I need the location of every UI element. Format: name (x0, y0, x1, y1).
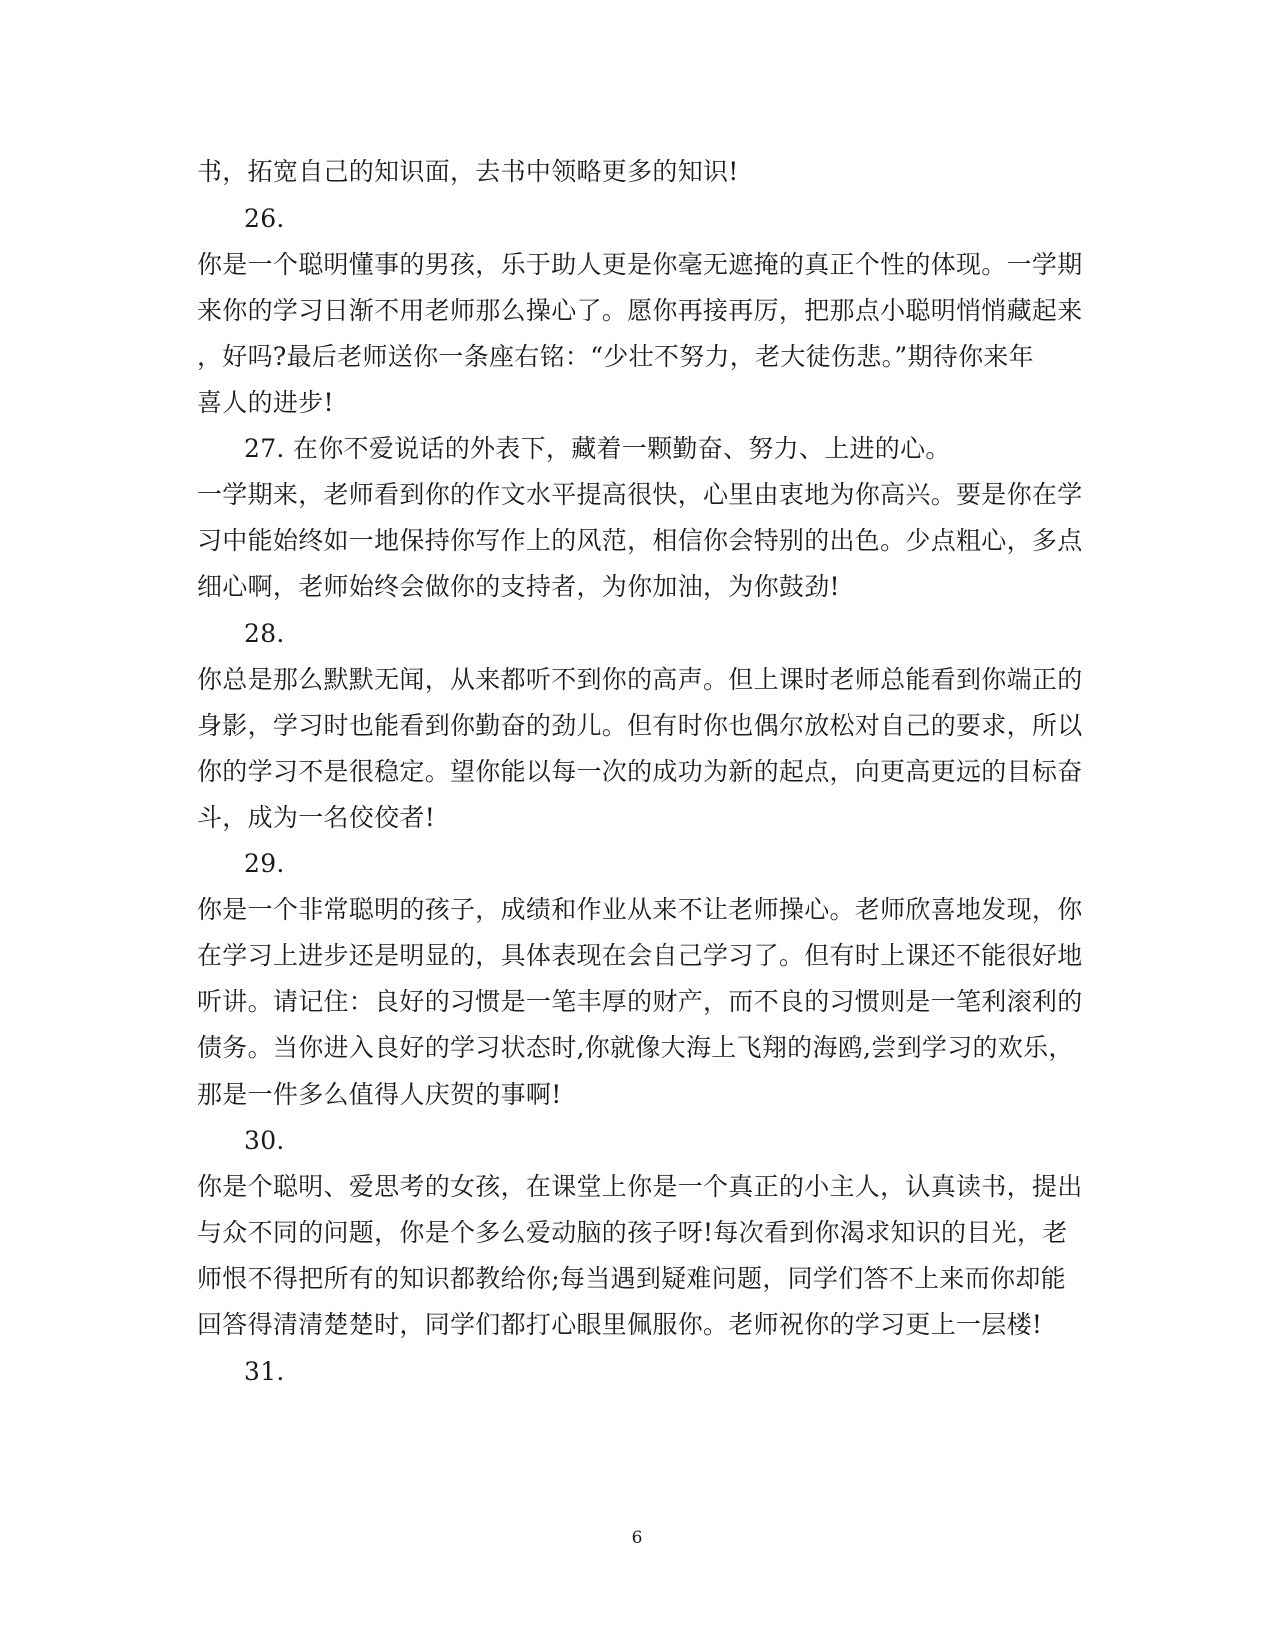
text-line: 喜人的进步! (197, 388, 334, 417)
text-line: 师恨不得把所有的知识都教给你;每当遇到疑难问题，同学们答不上来而你却能 (197, 1264, 1066, 1293)
item-number-26: 26. (244, 204, 285, 233)
text-line: 你是一个非常聪明的孩子，成绩和作业从来不让老师操心。老师欣喜地发现，你 (197, 895, 1083, 924)
text-line: 你的学习不是很稳定。望你能以每一次的成功为新的起点，向更高更远的目标奋 (197, 757, 1083, 786)
text-line: 听讲。请记住：良好的习惯是一笔丰厚的财产，而不良的习惯则是一笔利滚利的 (197, 987, 1083, 1016)
item-number-28: 28. (244, 619, 285, 648)
text-line: 你总是那么默默无闻，从来都听不到你的高声。但上课时老师总能看到你端正的 (197, 665, 1083, 694)
text-line: 你是个聪明、爱思考的女孩，在课堂上你是一个真正的小主人，认真读书，提出 (197, 1172, 1083, 1201)
item-27-heading: 27. 在你不爱说话的外表下，藏着一颗勤奋、努力、上进的心。 (244, 434, 951, 463)
page-number: 6 (631, 1528, 643, 1548)
item-number-29: 29. (244, 849, 285, 878)
text-line: ，好吗?最后老师送你一条座右铭：“少壮不努力，老大徒伤悲。”期待你来年 (197, 342, 1034, 371)
text-line: 那是一件多么值得人庆贺的事啊! (197, 1080, 562, 1109)
text-line: 习中能始终如一地保持你写作上的风范，相信你会特别的出色。少点粗心，多点 (197, 526, 1083, 555)
item-number-31: 31. (244, 1357, 285, 1386)
text-line: 身影，学习时也能看到你勤奋的劲儿。但有时你也偶尔放松对自己的要求，所以 (197, 711, 1083, 740)
text-line: 你是一个聪明懂事的男孩，乐于助人更是你毫无遮掩的真正个性的体现。一学期 (197, 250, 1083, 279)
text-line: 来你的学习日渐不用老师那么操心了。愿你再接再厉，把那点小聪明悄悄藏起来 (197, 296, 1083, 325)
text-line: 与众不同的问题，你是个多么爱动脑的孩子呀!每次看到你渴求知识的目光，老 (197, 1218, 1068, 1247)
text-line: 在学习上进步还是明显的，具体表现在会自己学习了。但有时上课还不能很好地 (197, 941, 1083, 970)
text-line: 细心啊，老师始终会做你的支持者，为你加油，为你鼓劲! (197, 572, 840, 601)
text-line: 书，拓宽自己的知识面，去书中领略更多的知识! (197, 157, 739, 186)
text-line: 债务。当你进入良好的学习状态时,你就像大海上飞翔的海鸥,尝到学习的欢乐， (197, 1033, 1074, 1062)
item-number-30: 30. (244, 1126, 285, 1155)
text-line: 一学期来，老师看到你的作文水平提高很快，心里由衷地为你高兴。要是你在学 (197, 480, 1083, 509)
text-line: 斗，成为一名佼佼者! (197, 803, 436, 832)
text-line: 回答得清清楚楚时，同学们都打心眼里佩服你。老师祝你的学习更上一层楼! (197, 1310, 1043, 1339)
